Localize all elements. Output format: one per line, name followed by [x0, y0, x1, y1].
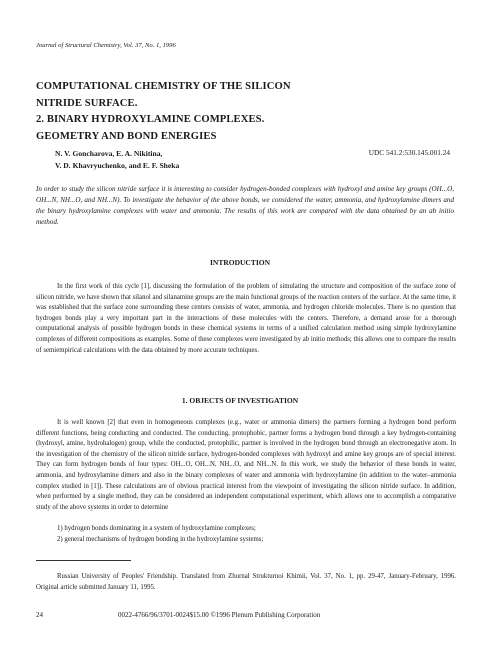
list-item: 1) hydrogen bonds dominating in a system of hydroxylamine complexes;: [57, 525, 256, 532]
authors-line: V. D. Khavryuchenko, and E. F. Sheka: [55, 161, 180, 170]
section-1-body: [36, 418, 456, 513]
introduction-heading: INTRODUCTION: [209, 258, 270, 267]
article-title: [36, 79, 446, 145]
authors-line: N. V. Goncharova, E. A. Nikitina,: [55, 149, 163, 158]
section-1-heading: 1. OBJECTS OF INVESTIGATION: [181, 396, 299, 405]
section-1-paragraph: It is well known [2] that even in homogeneous complexes (e.g., water or ammonia dimers) the partners forming a hydrogen bond perform different functions, being conducting and conducted. The conducting, protophobic, partner forms a hydrogen bond through a key hydrogen-containing (hydroxyl, amine, hydrohalogen) group, while the conducted, protophilic, partner is involved in the hydrogen bond through an electronegative atom. In the investigation of the chemistry of the silicon nitride surface, hydrogen-bonded complexes with hydroxyl and amine key groups are of special interest. They can form hydrogen bonds of four types: OH...O, OH...N, NH...O, and NH...N. In this work, we study the behavior of these bonds in water, ammonia, and hydroxylamine dimers and also in the binary complexes of water and ammonia with hydroxylamine (in addition to the water–ammonia complex studied in [1]). These calculations are of obvious practical interest from the viewpoint of investigating the silicon nitride surface. In addition, when performed by a single method, they can be considered an independent computational experiment, which allows one to accomplish a comparative study of the above systems in order to determine: [36, 419, 456, 511]
list-item: 2) general mechanisms of hydrogen bonding in the hydroxylamine systems;: [57, 536, 264, 543]
copyright-line: 0022-4766/96/3701-0024$15.00 ©1996 Plenum Publishing Corporation: [118, 611, 321, 619]
udc-code: UDC 541.2:530.145.001.24: [368, 148, 450, 157]
title-line: NITRIDE SURFACE.: [36, 97, 138, 109]
title-line: GEOMETRY AND BOND ENERGIES: [36, 130, 217, 142]
page-number: 24: [36, 611, 43, 619]
abstract: In order to study the silicon nitride surface it is interesting to consider hydrogen-bonded complexes with hydroxyl and amine key groups (OH...O, OH...N, NH...O, and NH...N). To investigate the behavior of the above bonds, we considered the water, ammonia, and hydroxylamine dimers and the binary hydroxylamine complexes with water and ammonia. The results of this work are compared with the data obtained by an ab initio method.: [36, 185, 454, 226]
journal-header: Journal of Structural Chemistry, Vol. 37, No. 1, 1996: [36, 42, 176, 49]
title-line: COMPUTATIONAL CHEMISTRY OF THE SILICON: [36, 81, 291, 92]
title-line: 2. BINARY HYDROXYLAMINE COMPLEXES.: [36, 114, 265, 125]
footnote-divider: [36, 560, 131, 561]
introduction-paragraph: In the first work of this cycle [1], discussing the formulation of the problem of simulating the structure and composition of the surface zone of silicon nitride, we have shown that silanol and silanamine groups are the main functional groups of the reaction centers of the surface. At the same time, it was established that the surface zone surrounding these centers consists of water, ammonia, and hydrogen chloride molecules. There is no question that hydrogen bonds play a very important part in the interactions of these molecules with the centers. Therefore, a demand arose for a thorough computational analysis of possible hydrogen bonds in these chemical systems in terms of a unified calculation method using simple hydroxylamine complexes of different compositions as examples. Some of these complexes were investigated by ab initio methods; this allows one to compare the results of semiempirical calculations with the data obtained by more accurate techniques.: [36, 283, 456, 354]
introduction-body: [36, 282, 456, 356]
author-list: [55, 148, 179, 172]
footnote: Russian University of Peoples' Friendship. Translated from Zhurnal Strukturnoi Khimii, Vol. 37, No. 1, pp. 29-47, January-February, 1996. Original article submitted January 11, 1995.: [36, 573, 456, 591]
